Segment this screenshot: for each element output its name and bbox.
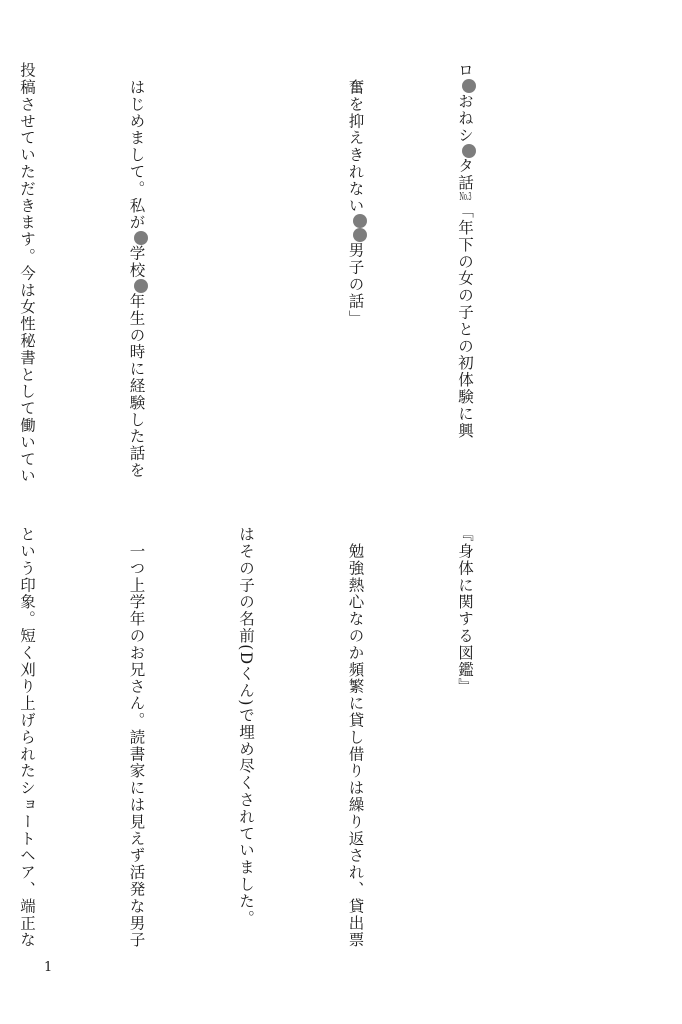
body-line: という印象。短く刈り上げられたショートヘア、端正な [18, 526, 36, 949]
bottom-text-block [0, 526, 556, 949]
redaction-dot [353, 228, 367, 242]
body-text: 年生の時に経験した話を [127, 292, 146, 479]
body-line: はその子の名前(Dくん)で埋め尽くされていました。 [237, 526, 255, 927]
redaction-dot [353, 214, 367, 228]
title-text: 「年下の女の子との初体験に興 [456, 202, 474, 440]
page-number: 1 [44, 960, 53, 975]
body-text: 勉強熱心なのか頻繁に貸し借りは繰り返され、貸出票 [346, 542, 365, 949]
body-line [118, 62, 155, 482]
body-text: 学校 [127, 245, 146, 279]
redaction-dot [134, 279, 148, 293]
title-text: タ話 [456, 157, 474, 192]
title-line-2 [337, 62, 374, 482]
blank-line [228, 62, 265, 482]
body-line: 投稿させていただきます。今は女性秘書として働いてい [18, 62, 36, 485]
redaction-dot [462, 144, 476, 158]
title-text: 奮を抑えきれない [346, 78, 365, 215]
body-line [118, 526, 155, 949]
title-line-1 [447, 62, 484, 482]
body-line [337, 526, 374, 949]
redaction-dot [134, 231, 148, 245]
redaction-dot [462, 79, 476, 93]
title-text: 男子の話」 [346, 242, 365, 327]
top-text-block [0, 62, 556, 485]
body-text: 一つ上学年のお兄さん。読書家には見えず活発な男子 [127, 542, 146, 949]
title-number: No.3 [459, 191, 472, 203]
body-text: はじめまして。私が [127, 78, 146, 232]
title-text: ロ [456, 62, 474, 79]
title-text: おねシ [456, 92, 474, 144]
body-line: 『身体に関する図鑑』 [456, 526, 474, 695]
